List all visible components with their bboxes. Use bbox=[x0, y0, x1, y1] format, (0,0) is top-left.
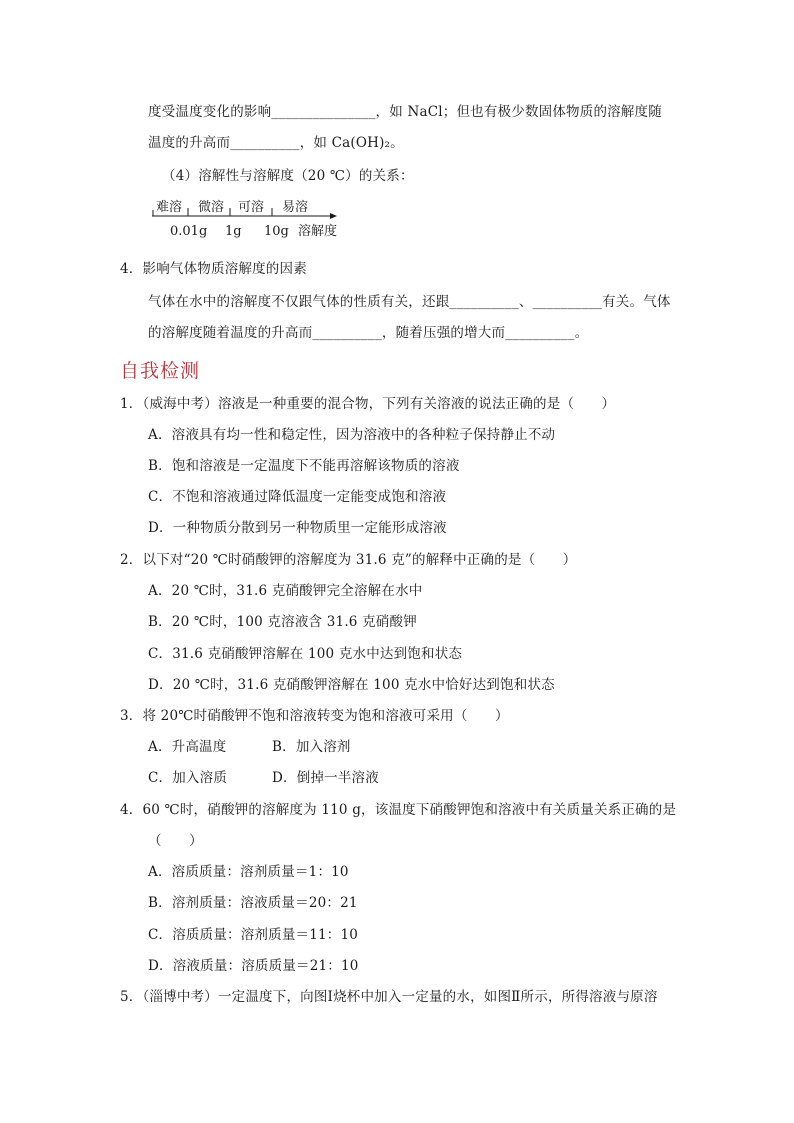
question-2-stem: 2．以下对“20 ℃时硝酸钾的溶解度为 31.6 克”的解释中正确的是（ ） bbox=[120, 552, 577, 568]
question-4-option-b: B．溶剂质量：溶液质量＝20：21 bbox=[148, 895, 358, 911]
question-3-option-b: B．加入溶剂 bbox=[272, 739, 351, 755]
question-1-option-b: B．饱和溶液是一定温度下不能再溶解该物质的溶液 bbox=[148, 458, 460, 474]
intro-line-2: 温度的升高而__________，如 Ca(OH)₂。 bbox=[148, 135, 404, 151]
question-5-stem: 5．（淄博中考）一定温度下，向图Ⅰ烧杯中加入一定量的水，如图Ⅱ所示，所得溶液与原溶 bbox=[120, 989, 658, 1005]
question-2-option-a: A．20 ℃时，31.6 克硝酸钾完全溶解在水中 bbox=[148, 583, 423, 599]
question-2-option-b: B．20 ℃时，100 克溶液含 31.6 克硝酸钾 bbox=[148, 614, 417, 630]
scale-category: 可溶 bbox=[238, 200, 265, 215]
gas-section-line-2: 的溶解度随着温度的升高而__________，随着压强的增大而__________。 bbox=[148, 325, 589, 341]
axis-arrow-icon bbox=[330, 213, 337, 219]
scale-tick-label: 0.01g bbox=[170, 224, 208, 239]
question-4-stem: 4．60 ℃时，硝酸钾的溶解度为 110 g，该温度下硝酸钾饱和溶液中有关质量关系正确的是 bbox=[120, 802, 677, 818]
question-4-option-d: D．溶液质量：溶质质量＝21：10 bbox=[148, 958, 359, 974]
item4-title: （4）溶解性与溶解度（20 ℃）的关系： bbox=[162, 168, 414, 184]
question-4-option-c: C．溶质质量：溶剂质量＝11：10 bbox=[148, 927, 359, 943]
question-1-option-c: C．不饱和溶液通过降低温度一定能变成饱和溶液 bbox=[148, 489, 447, 505]
intro-line-1: 度受温度变化的影响_______________，如 NaCl；但也有极少数固体物质的溶解度随 bbox=[148, 104, 662, 120]
scale-category: 微溶 bbox=[198, 200, 225, 215]
question-1-option-a: A．溶液具有均一性和稳定性，因为溶液中的各种粒子保持静止不动 bbox=[148, 427, 556, 443]
question-1-stem: 1．（威海中考）溶液是一种重要的混合物，下列有关溶液的说法正确的是（ ） bbox=[120, 396, 616, 412]
scale-category: 易溶 bbox=[282, 200, 309, 215]
gas-section-title: 4．影响气体物质溶解度的因素 bbox=[120, 261, 307, 277]
question-4-option-a: A．溶质质量：溶剂质量＝1：10 bbox=[148, 864, 349, 880]
question-1-option-d: D．一种物质分散到另一种物质里一定能形成溶液 bbox=[148, 520, 447, 536]
question-2-option-c: C．31.6 克硝酸钾溶解在 100 克水中达到饱和状态 bbox=[148, 646, 463, 662]
question-3-option-a: A．升高温度 bbox=[148, 739, 227, 755]
question-3-stem: 3．将 20℃时硝酸钾不饱和溶液转变为饱和溶液可采用（ ） bbox=[120, 708, 509, 724]
scale-tick-label: 1g bbox=[225, 224, 242, 239]
self-test-heading: 自我检测 bbox=[120, 360, 201, 382]
gas-section-line-1: 气体在水中的溶解度不仅跟气体的性质有关，还跟__________、__________有关。气体 bbox=[148, 294, 671, 310]
scale-axis-label: 溶解度 bbox=[298, 224, 338, 239]
question-3-option-d: D．倒掉一半溶液 bbox=[272, 770, 379, 786]
question-4-stem-cont: （ ） bbox=[148, 833, 203, 849]
solubility-scale bbox=[150, 198, 350, 240]
question-2-option-d: D．20 ℃时，31.6 克硝酸钾溶解在 100 克水中恰好达到饱和状态 bbox=[148, 677, 555, 693]
question-3-option-c: C．加入溶质 bbox=[148, 770, 228, 786]
scale-tick-label: 10g bbox=[264, 224, 289, 239]
scale-category: 难溶 bbox=[156, 200, 183, 215]
